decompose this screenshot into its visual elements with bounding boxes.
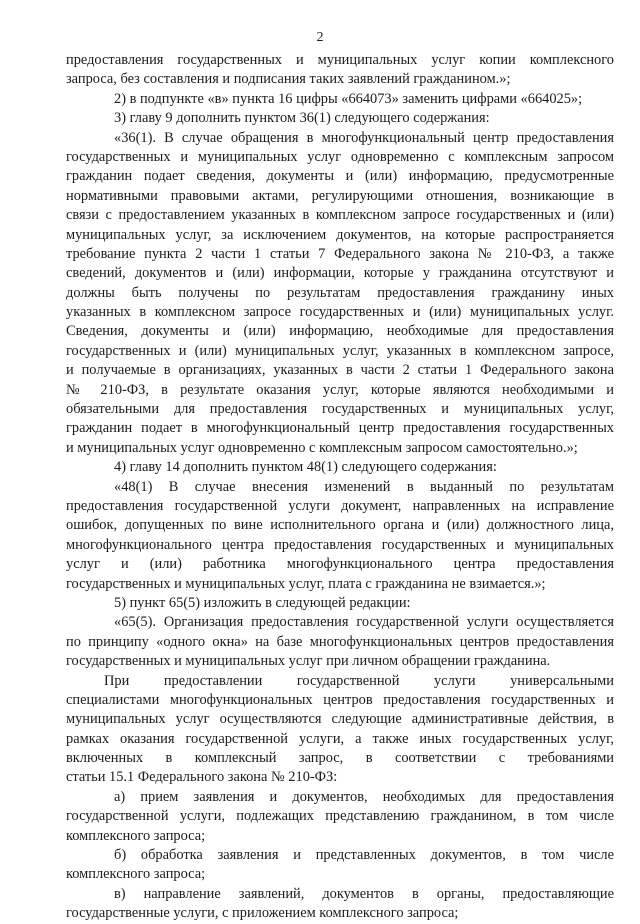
text-line: «48(1) В случае внесения изменений в выданный по результатам [114, 478, 614, 495]
text-line: и получаемые в организациях, указанных в части 2 статьи 1 Федерального закона [66, 362, 614, 379]
text-line: нормативными правовыми актами, регулирующими отношения, возникающие в [66, 187, 614, 204]
text-line: 3) главу 9 дополнить пунктом 36(1) следующего содержания: [114, 110, 490, 127]
text-line: гражданин подает в многофункциональный центр предоставления государственных [66, 420, 614, 437]
text-line: государственных и муниципальных услуг при личном обращении гражданина. [66, 653, 551, 670]
text-line: услуг и (или) работника многофункционального центра предоставления [66, 556, 614, 573]
text-line: обязательными для предоставления государственных и муниципальных услуг, [66, 401, 614, 418]
text-line: специалистами многофункциональных центров предоставления государственных и [66, 691, 614, 708]
text-line: сведений, документов и (или) информации, которые у гражданина отсутствуют и [66, 265, 614, 282]
text-line: «36(1). В случае обращения в многофункциональный центр предоставления [114, 129, 614, 146]
text-line: Сведения, документы и (или) информацию, необходимые для предоставления [66, 323, 614, 340]
text-line: ошибок, допущенных по вине исполнительного органа и (или) должностного лица, [66, 517, 614, 534]
text-line: государственных и муниципальных услуг одновременно с комплексным запросом [66, 148, 614, 165]
text-line: предоставления государственной услуги документ, направленных на исправление [66, 497, 614, 514]
text-line: многофункционального центра предоставления государственных и муниципальных [66, 536, 614, 553]
text-line: и муниципальных услуг одновременно с комплексным запросом самостоятельно.»; [66, 439, 578, 456]
text-line: 5) пункт 65(5) изложить в следующей редакции: [114, 594, 411, 611]
text-line: требование пункта 2 части 1 статьи 7 Федерального закона № 210-ФЗ, а также [66, 245, 614, 262]
text-line: в) направление заявлений, документов в органы, предоставляющие [114, 885, 614, 902]
text-line: государственной услуги, подлежащих представлению гражданином, в том числе [66, 808, 614, 825]
text-line: должны быть получены по результатам предоставления гражданину иных [66, 284, 614, 301]
document-body [66, 51, 614, 924]
text-line: запроса, без составления и подписания таких заявлений гражданином.»; [66, 71, 511, 88]
text-line: указанных в комплексном запросе государственных и (или) муниципальных услуг. [66, 304, 614, 321]
text-line: по принципу «одного окна» на базе многофункциональных центров предоставления [66, 633, 614, 650]
text-line: государственных и (или) муниципальных услуг, указанных в комплексном запросе, [66, 342, 614, 359]
text-line: гражданин подает сведения, документы и (или) информацию, предусмотренные [66, 168, 614, 185]
text-line: муниципальных услуг, за исключением документов, на которые распространяется [66, 226, 614, 243]
text-line: муниципальных услуг осуществляются следующие административные действия, в [66, 711, 614, 728]
page-number: 2 [316, 30, 324, 45]
text-line: 2) в подпункте «в» пункта 16 цифры «664073» заменить цифрами «664025»; [114, 90, 583, 107]
text-line: комплексного запроса; [66, 827, 206, 844]
text-line: статьи 15.1 Федерального закона № 210-ФЗ: [66, 769, 338, 786]
text-line: № 210-ФЗ, в результате оказания услуг, которые являются необходимыми и [66, 381, 614, 398]
text-line: «65(5). Организация предоставления государственной услуги осуществляется [114, 614, 614, 631]
text-line: б) обработка заявления и представленных документов, в том числе [114, 847, 614, 864]
text-line: При предоставлении государственной услуги универсальными [104, 672, 614, 689]
text-line: государственных и муниципальных услуг, плата с гражданина не взимается.»; [66, 575, 546, 592]
text-line: государственные услуги, с приложением комплексного запроса; [66, 905, 459, 922]
text-line: предоставления государственных и муниципальных услуг копии комплексного [66, 52, 614, 68]
text-line: комплексного запроса; [66, 866, 206, 883]
text-line: а) прием заявления и документов, необходимых для предоставления [114, 788, 614, 805]
text-line: включенных в комплексный запрос, в соответствии с требованиями [66, 750, 614, 767]
text-line: рамках оказания государственной услуги, а также иных государственных услуг, [66, 730, 614, 747]
text-line: связи с предоставлением указанных в комплексном запросе государственных и (или) [66, 207, 614, 224]
text-line: 4) главу 14 дополнить пунктом 48(1) следующего содержания: [114, 459, 497, 476]
